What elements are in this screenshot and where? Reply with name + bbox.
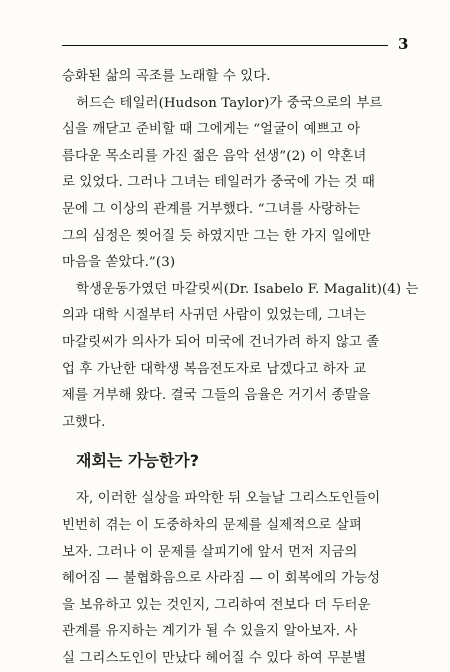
text-line: 문에 그 이상의 관계를 거부했다. “그녀를 사랑하는: [62, 201, 361, 217]
text-line: 심을 깨닫고 준비할 때 그에게는 “얼굴이 예쁘고 아: [62, 122, 361, 138]
paragraph: [62, 277, 419, 437]
text-line: 승화된 삶의 곡조를 노래할 수 있다.: [62, 69, 271, 84]
paragraph: [62, 486, 412, 672]
body-text: [62, 64, 419, 672]
text-line: 제를 거부해 왔다. 결국 그들의 음율은 거기서 종말을: [62, 388, 371, 404]
text-line: 허드슨 테일러(Hudson Taylor)가 중국으로의 부르: [76, 95, 383, 111]
header-rule: [62, 45, 388, 46]
text-line: 헤어짐 — 불협화음으로 사라짐 — 이 회복에의 가능성: [62, 571, 381, 587]
section-heading: 재회는 가능한가?: [76, 451, 200, 471]
text-line: 의과 대학 시절부터 사귀던 사람이 있었는데, 그녀는: [62, 308, 367, 324]
text-line: 고했다.: [62, 414, 106, 430]
text-line: 관계를 유지하는 계기가 될 수 있을지 알아보자. 사: [62, 624, 358, 640]
paragraph: [62, 91, 412, 277]
paragraph: [62, 64, 412, 91]
text-line: 빈번히 겪는 이 도중하차의 문제를 실제적으로 살펴: [62, 517, 362, 533]
text-line: 로 있었다. 그러나 그녀는 테일러가 중국에 가는 것 때: [62, 175, 375, 191]
text-line: 자, 이러한 실상을 파악한 뒤 오늘날 그리스도인들이: [76, 491, 381, 507]
section-body-before: [62, 64, 419, 436]
text-line: 마갈릿씨가 의사가 되어 미국에 건너가려 하지 않고 졸: [62, 334, 380, 350]
text-line: 마음을 쏟았다.”(3): [62, 255, 176, 271]
text-line: 실 그리스도인이 만났다 헤어질 수 있다 하여 무분별: [62, 650, 367, 666]
text-line: 업 후 가난한 대학생 복음전도자로 남겠다고 하자 교: [62, 361, 367, 377]
text-line: 름다운 목소리를 가진 젊은 음악 선생”(2) 이 약혼녀: [62, 148, 367, 164]
text-line: 그의 심정은 찢어질 듯 하였지만 그는 한 가지 일에만: [62, 228, 371, 244]
text-line: 을 보유하고 있는 것인지, 그리하여 전보다 더 두터운: [62, 597, 371, 613]
section-body-after: [62, 486, 412, 672]
text-line: 보자. 그러나 이 문제를 살피기에 앞서 먼저 지금의: [62, 544, 358, 560]
text-line: 학생운동가였던 마갈릿씨(Dr. Isabelo F. Magalit)(4) 는: [76, 281, 419, 297]
page-number: 3: [398, 35, 409, 53]
